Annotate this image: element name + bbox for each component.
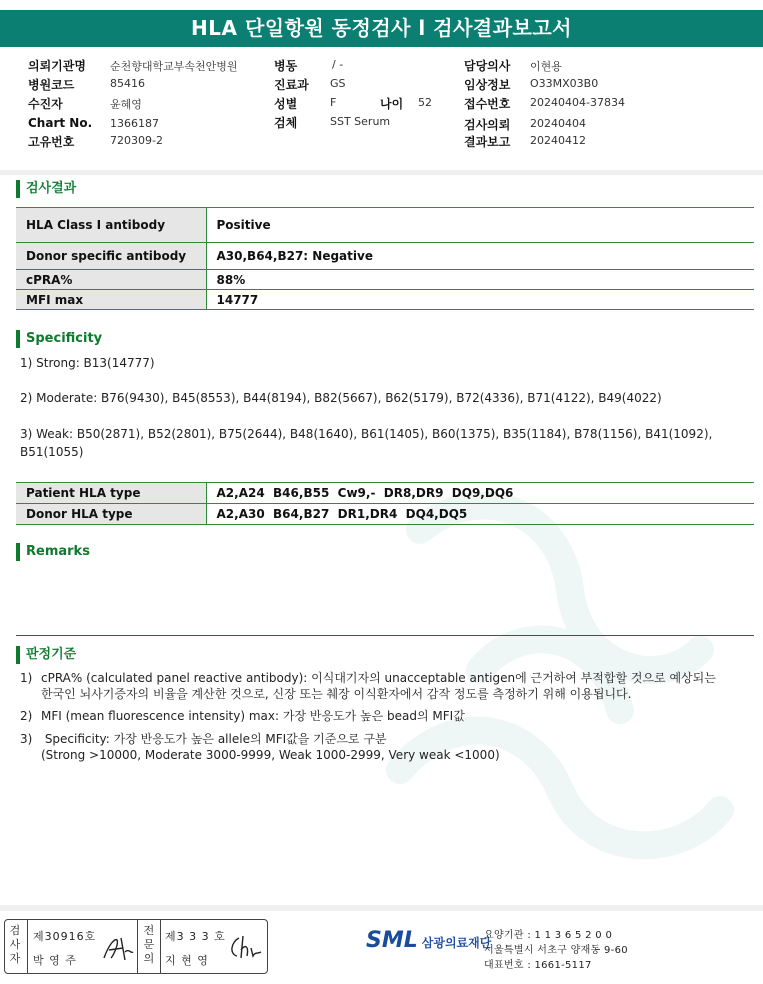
criteria-number: 2) [20,709,33,723]
clinical-label: 임상정보 [464,78,511,92]
signature-box [4,919,268,974]
ward-label: 병동 [274,59,298,73]
char: 문 [143,938,155,951]
sig-separator [27,920,28,973]
table-row [16,483,754,504]
result-value: Positive [206,208,754,243]
sig-separator [137,920,138,973]
criteria-number: 3) [20,732,33,746]
institution-phone: 대표번호 : 1661-5117 [484,960,592,971]
specificity-strong: 1) Strong: B13(14777) [20,356,155,370]
criteria-item [20,670,750,702]
patient-info [0,55,763,167]
criteria-line: (Strong >10000, Moderate 3000-9999, Weak 1000-2999, Very weak <1000) [41,748,500,762]
dept-value: GS [330,77,346,90]
sml-logo [366,928,491,953]
report-title: HLA 단일항원 동정검사 l 검사결과보고서 [0,10,763,47]
table-row [16,290,754,310]
report-date-label: 결과보고 [464,135,511,149]
table-row [16,270,754,290]
criteria-line: cPRA% (calculated panel reactive antibody): 이식대기자의 unacceptable antigen에 근거하여 부적합할 것으로 예상되는 [41,671,716,685]
specificity-weak: 3) Weak: B50(2871), B52(2801), B75(2644), B48(1640), B61(1405), B60(1375), B35(1184), B78(1156), B41(1092), B51(1055) [20,427,713,459]
char: 사 [9,938,21,951]
char: 자 [9,952,21,965]
accession-label: 접수번호 [464,97,511,111]
specialist-name: 지 현 영 [165,954,209,967]
char: 의 [143,952,155,965]
info-divider [0,170,763,175]
sig-separator [160,920,161,973]
tester-name: 박 영 주 [33,954,77,967]
specimen-value: SST Serum [330,115,391,128]
unique-no-label: 고유번호 [28,135,75,149]
chart-no-value: 1366187 [110,117,159,130]
recipient-label: 수진자 [28,97,63,111]
institution-contact [484,928,628,973]
sex-value: F [330,96,337,109]
result-value: 88% [206,270,754,290]
criteria-item [20,708,750,724]
specialist-vertical-label [141,924,157,966]
sex-label: 성별 [274,97,298,111]
recipient-value: 윤혜영 [110,98,142,111]
criteria-number: 1) [20,671,33,685]
result-key: cPRA% [16,270,206,290]
logo-mark: SML [366,928,418,953]
specialist-signature [225,932,263,962]
criteria-divider [16,635,754,636]
hospital-code-value: 85416 [110,77,145,90]
table-row [16,243,754,270]
tester-id: 제30916호 [33,930,97,943]
specificity-moderate: 2) Moderate: B76(9430), B45(8553), B44(8194), B82(5667), B62(5179), B72(4336), B71(4122), B49(4022) [20,391,662,405]
tester-vertical-label [7,924,23,966]
results-heading: 검사결과 [16,180,76,198]
accession-value: 20240404-37834 [530,96,625,109]
doctor-value: 이현용 [530,60,562,73]
request-date-value: 20240404 [530,117,586,130]
hla-value: A2,A24 B46,B55 Cw9,- DR8,DR9 DQ9,DQ6 [206,483,754,504]
logo-name: 삼광의료재단 [421,936,492,950]
char: 전 [143,924,155,937]
institution-label: 의뢰기관명 [28,59,86,73]
result-key: Donor specific antibody [16,243,206,270]
doctor-label: 담당의사 [464,59,511,73]
results-table [16,207,754,310]
footer-divider [0,905,763,911]
report-date-value: 20240412 [530,134,586,147]
table-row [16,208,754,243]
criteria-item [20,731,750,763]
hla-value: A2,A30 B64,B27 DR1,DR4 DQ4,DQ5 [206,504,754,525]
ward-value: / - [332,58,344,71]
age-value: 52 [418,96,432,109]
table-row [16,504,754,525]
specialist-id: 제3 3 3 호 [165,930,226,943]
result-key: MFI max [16,290,206,310]
result-key: HLA Class I antibody [16,208,206,243]
criteria-line: 한국인 뇌사기증자의 비율을 계산한 것으로, 신장 또는 췌장 이식환자에서 감작 정도를 측정하기 위해 이용됩니다. [41,687,632,701]
hla-key: Donor HLA type [16,504,206,525]
unique-no-value: 720309-2 [110,134,163,147]
chart-no-label: Chart No. [28,116,93,130]
char: 검 [9,924,21,937]
remarks-heading: Remarks [16,543,90,561]
age-label: 나이 [380,97,404,111]
institution-number: 요양기관 : 1 1 3 6 5 2 0 0 [484,930,613,941]
criteria-line: MFI (mean fluorescence intensity) max: 가장 반응도가 높은 bead의 MFI값 [41,709,465,723]
specimen-label: 검체 [274,116,298,130]
hospital-code-label: 병원코드 [28,78,75,92]
institution-address: 서울특별시 서초구 양재동 9-60 [484,945,628,956]
result-value: 14777 [206,290,754,310]
criteria-line: Specificity: 가장 반응도가 높은 allele의 MFI값을 기준으로 구분 [41,732,387,746]
tester-signature [101,934,135,964]
dept-label: 진료과 [274,78,309,92]
result-value: A30,B64,B27: Negative [206,243,754,270]
institution-value: 순천향대학교부속천안병원 [110,60,238,73]
criteria-heading: 판정기준 [16,646,76,664]
clinical-value: O33MX03B0 [530,77,599,90]
hla-type-table [16,482,754,525]
hla-key: Patient HLA type [16,483,206,504]
request-date-label: 검사의뢰 [464,118,511,132]
specificity-heading: Specificity [16,330,102,348]
